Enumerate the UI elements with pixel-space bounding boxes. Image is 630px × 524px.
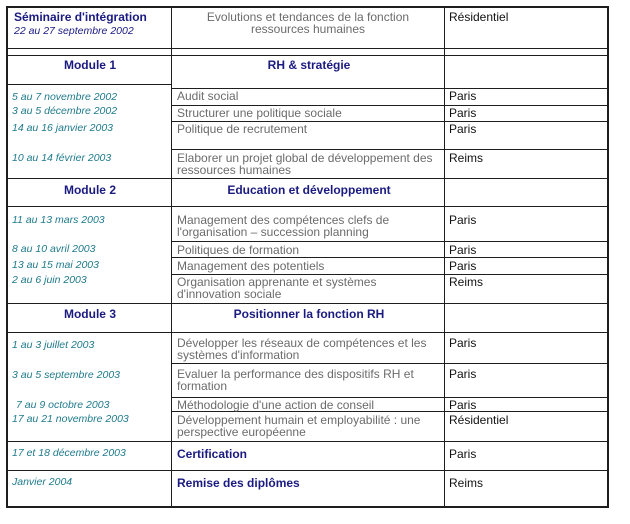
session-date: 8 au 10 avril 2003: [12, 243, 96, 255]
session-topic: Développement humain et employabilité : une perspective européenne: [177, 413, 421, 439]
session-date: 13 au 15 mai 2003: [12, 259, 99, 271]
certification-place: Paris: [449, 447, 477, 461]
module-title: RH & stratégie: [267, 58, 351, 72]
session-topic: Management des compétences clefs de l'organisation – succession planning: [177, 213, 390, 239]
session-place: Reims: [449, 151, 484, 165]
session-place: Paris: [449, 89, 477, 103]
session-place: Reims: [449, 275, 484, 289]
row-divider: [8, 303, 607, 304]
row-divider: [8, 206, 607, 207]
session-topic: Organisation apprenante et systèmes d'innovation sociale: [177, 275, 377, 301]
session-date: 11 au 13 mars 2003: [12, 214, 105, 226]
graduation-date: Janvier 2004: [12, 476, 73, 488]
row-divider: [8, 441, 607, 442]
module-label: Module 2: [63, 183, 116, 197]
program-table: [6, 6, 609, 508]
session-place: Paris: [449, 122, 477, 136]
session-place: Paris: [449, 243, 477, 257]
certification-date: 17 et 18 décembre 2003: [12, 447, 126, 459]
seminar-dates: 22 au 27 septembre 2002: [14, 25, 134, 37]
row-divider: [8, 470, 607, 471]
session-topic: Méthodologie d'une action de conseil: [177, 398, 375, 412]
session-place: Paris: [449, 367, 477, 381]
row-divider: [171, 363, 607, 364]
session-date: 3 au 5 décembre 2002: [12, 105, 118, 117]
row-divider: [171, 149, 607, 150]
session-place: Résidentiel: [449, 413, 509, 427]
row-divider: [8, 48, 607, 49]
row-divider: [171, 257, 607, 258]
session-date: 10 au 14 février 2003: [12, 152, 112, 164]
session-date: 14 au 16 janvier 2003: [12, 122, 113, 134]
session-date: 1 au 3 juillet 2003: [12, 339, 95, 351]
session-topic: Développer les réseaux de compétences et les systèmes d'information: [177, 336, 427, 362]
row-divider: [8, 332, 607, 333]
session-date: 17 au 21 novembre 2003: [12, 413, 129, 425]
module-label: Module 1: [63, 58, 116, 72]
row-divider: [171, 241, 607, 242]
session-place: Paris: [449, 106, 477, 120]
graduation-label: Remise des diplômes: [177, 476, 300, 490]
row-divider: [8, 178, 607, 179]
session-place: Paris: [449, 259, 477, 273]
graduation-place: Reims: [449, 476, 484, 490]
session-topic: Audit social: [177, 89, 239, 103]
session-topic: Structurer une politique sociale: [177, 106, 342, 120]
certification-label: Certification: [177, 447, 248, 461]
session-place: Paris: [449, 213, 477, 227]
session-topic: Evaluer la performance des dispositifs RH et formation: [177, 367, 414, 393]
session-topic: Elaborer un projet global de développement des ressources humaines: [177, 151, 433, 177]
seminar-title: Séminaire d'intégration: [14, 10, 147, 24]
session-topic: Politique de recrutement: [177, 122, 308, 136]
seminar-place: Résidentiel: [449, 10, 509, 24]
module-label: Module 3: [63, 307, 116, 321]
session-topic: Politiques de formation: [177, 243, 300, 257]
session-date: 2 au 6 juin 2003: [12, 274, 87, 286]
seminar-topic: Evolutions et tendances de la fonction ressources humaines: [206, 10, 410, 36]
module-title: Positionner la fonction RH: [233, 307, 385, 321]
session-topic: Management des potentiels: [177, 259, 325, 273]
session-date: 3 au 5 septembre 2003: [12, 369, 120, 381]
session-place: Paris: [449, 336, 477, 350]
session-date: 7 au 9 octobre 2003: [16, 399, 110, 411]
module-title: Education et développement: [227, 183, 391, 197]
row-divider: [8, 84, 171, 85]
row-divider: [8, 55, 607, 56]
session-place: Paris: [449, 398, 477, 412]
session-date: 5 au 7 novembre 2002: [12, 91, 118, 103]
